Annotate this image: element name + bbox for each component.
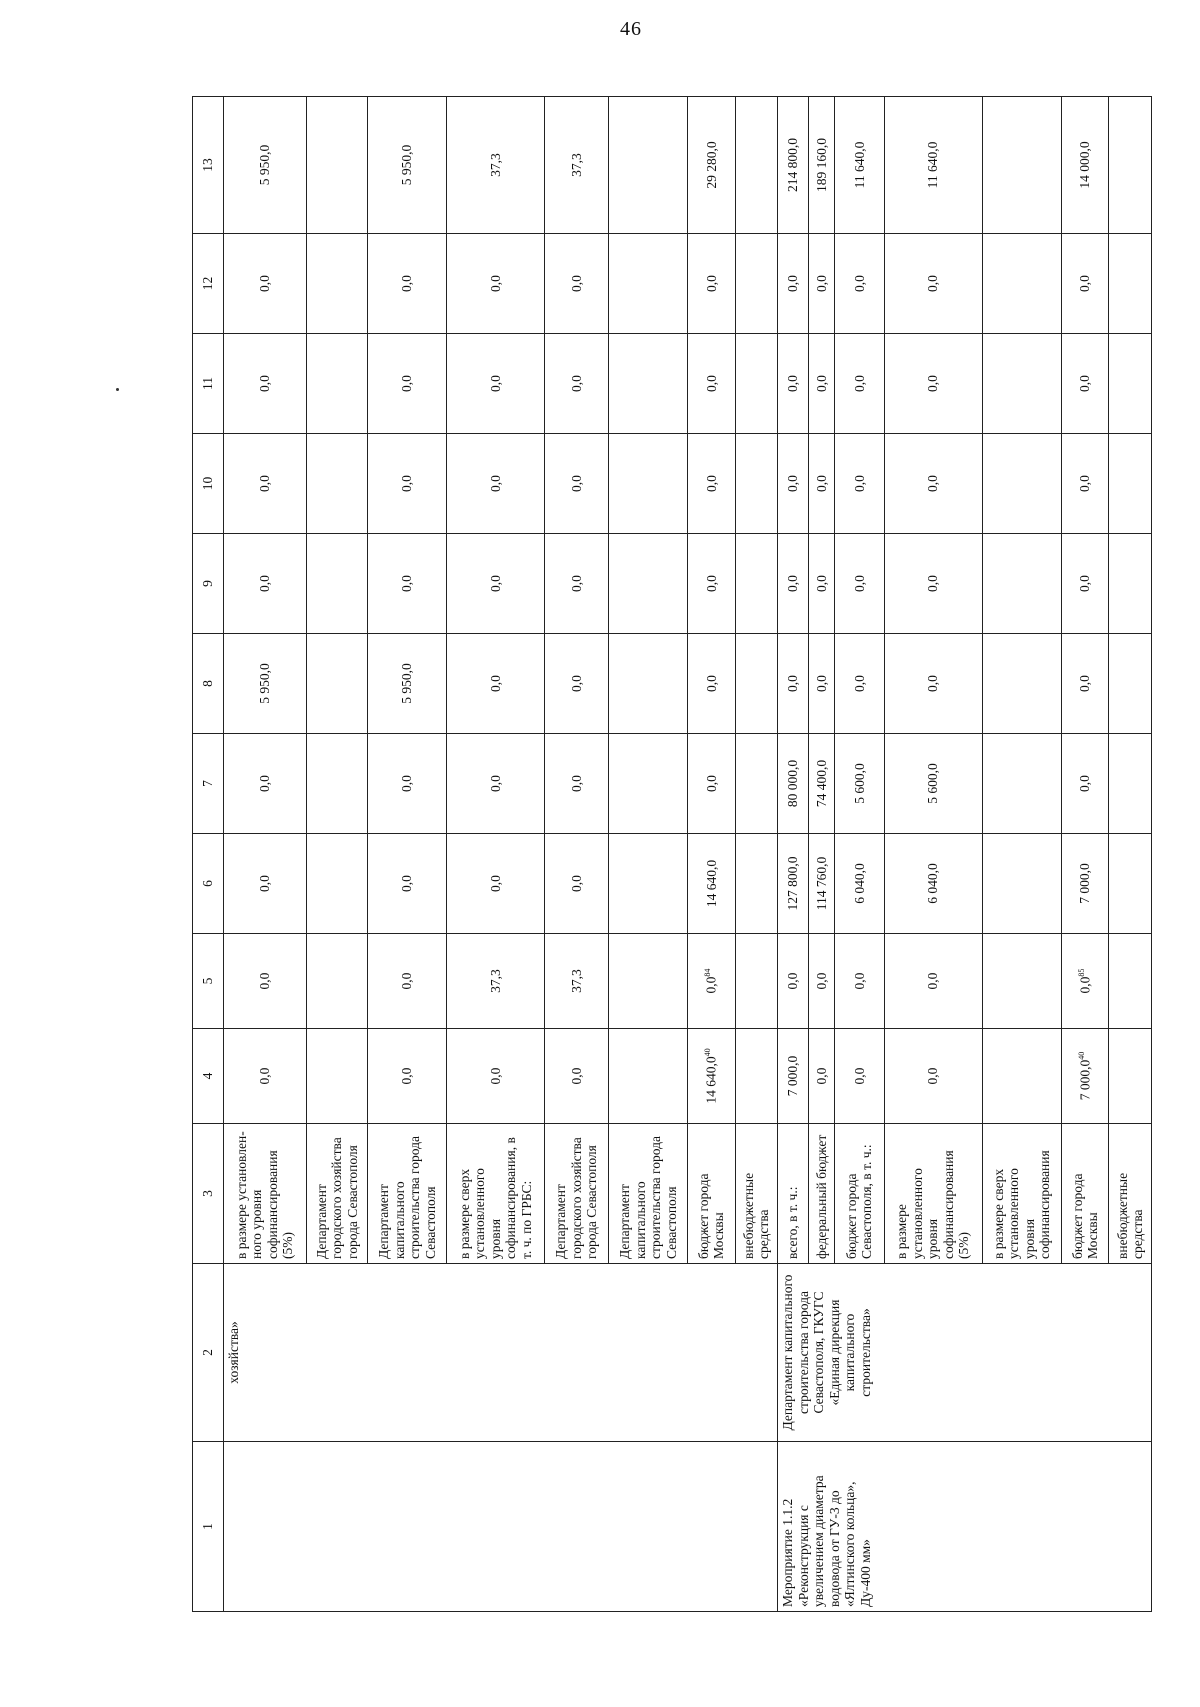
amount-value: 5 600,0 (925, 763, 941, 804)
amount-cell-col6 (545, 834, 609, 934)
amount-value: 29 280,0 (703, 141, 719, 189)
amount-cell-col13 (809, 97, 835, 234)
amount-cell-col4 (735, 1029, 778, 1124)
funding-source-cell: внебюджетные средства (1109, 1124, 1152, 1264)
amount-cell-col12 (224, 234, 307, 334)
amount-value: 0,0 (568, 675, 584, 692)
amount-cell-col9 (224, 534, 307, 634)
amount-cell-col12 (809, 234, 835, 334)
amount-cell-col5 (884, 934, 982, 1029)
header-row (193, 97, 224, 1612)
amount-value: 0,0 (399, 875, 415, 892)
amount-cell-col8 (447, 634, 545, 734)
amount-cell-col7 (688, 734, 735, 834)
amount-value: 0,0 (813, 675, 829, 692)
amount-value: 0,0 (703, 375, 719, 392)
amount-value: 0,0 (487, 275, 503, 292)
amount-cell-col4 (1109, 1029, 1152, 1124)
amount-cell-col7 (1061, 734, 1108, 834)
amount-value: 5 950,0 (399, 144, 415, 186)
amount-cell-col12 (835, 234, 885, 334)
amount-value: 11 640,0 (925, 141, 941, 189)
column-number-1: 1 (193, 1442, 224, 1612)
amount-cell-col6 (608, 834, 687, 934)
amount-value: 0,0 (813, 375, 829, 392)
amount-value: 5 950,0 (399, 663, 415, 704)
amount-cell-col6 (809, 834, 835, 934)
footnote-marker: 84 (703, 968, 713, 977)
amount-cell-col8 (688, 634, 735, 734)
funding-source-cell: Департамент капитального строительства города Севастополя (367, 1124, 446, 1264)
amount-cell-col6 (778, 834, 809, 934)
amount-cell-col8 (224, 634, 307, 734)
amount-cell-col4 (688, 1029, 735, 1124)
amount-value: 0,0 (851, 275, 867, 292)
amount-value: 0,0 (257, 575, 273, 592)
amount-value: 0,0 (785, 475, 801, 492)
amount-value: 0,0 (851, 972, 867, 990)
amount-cell-col4 (809, 1029, 835, 1124)
amount-cell-col11 (608, 334, 687, 434)
amount-value: 7 000,0 (785, 1055, 801, 1097)
amount-cell-col6 (688, 834, 735, 934)
amount-value: 0,0 (568, 475, 584, 492)
amount-value: 0,0 (1077, 775, 1093, 792)
amount-value: 37,3 (487, 153, 503, 177)
funding-source-cell: в размере установлен-ного уровня софинансирования (5%) (224, 1124, 307, 1264)
amount-value: 0,0 (813, 275, 829, 292)
amount-cell-col11 (447, 334, 545, 434)
amount-cell-col4 (224, 1029, 307, 1124)
amount-cell-col13 (367, 97, 446, 234)
amount-cell-col7 (982, 734, 1061, 834)
amount-cell-col7 (367, 734, 446, 834)
amount-cell-col13 (735, 97, 778, 234)
amount-cell-col9 (835, 534, 885, 634)
amount-cell-col8 (884, 634, 982, 734)
column-number-3: 3 (193, 1124, 224, 1264)
amount-cell-col7 (735, 734, 778, 834)
amount-cell-col8 (1109, 634, 1152, 734)
amount-cell-col10 (835, 434, 885, 534)
amount-value: 11 640,0 (851, 141, 867, 189)
footnote-marker: 40 (1077, 1051, 1087, 1060)
amount-value: 0,0 (487, 775, 503, 792)
amount-value: 0,0 (785, 275, 801, 292)
funding-source-cell: Департамент городского хозяйства города Севастополя (306, 1124, 367, 1264)
page-number: 46 (620, 18, 642, 40)
amount-cell-col11 (306, 334, 367, 434)
amount-cell-col4 (608, 1029, 687, 1124)
scan-artifact-dot (116, 388, 119, 391)
amount-cell-col10 (982, 434, 1061, 534)
amount-cell-col6 (367, 834, 446, 934)
amount-cell-col10 (306, 434, 367, 534)
funding-source-cell: в размере установленного уровня софинансирования (5%) (884, 1124, 982, 1264)
amount-value: 0,0 (487, 475, 503, 492)
funding-source-cell: всего, в т. ч.: (778, 1124, 809, 1264)
amount-value: 0,0 (703, 976, 719, 994)
amount-value: 0,0 (1077, 976, 1093, 994)
amount-cell-col4 (545, 1029, 609, 1124)
amount-value: 80 000,0 (785, 759, 801, 808)
amount-value: 0,0 (851, 575, 867, 592)
amount-cell-col13 (447, 97, 545, 234)
funding-table (192, 96, 1152, 1612)
amount-cell-col10 (1061, 434, 1108, 534)
amount-cell-col9 (608, 534, 687, 634)
amount-cell-col4 (1061, 1029, 1108, 1124)
amount-value: 0,0 (257, 972, 273, 990)
activity-name-cell-continued (224, 1442, 778, 1612)
amount-cell-col10 (884, 434, 982, 534)
amount-value: 0,0 (785, 575, 801, 592)
table-body (224, 97, 1152, 1612)
column-number-11: 11 (193, 334, 224, 434)
rotated-table-wrapper (192, 97, 1152, 1612)
amount-value: 37,3 (568, 969, 584, 993)
amount-cell-col13 (982, 97, 1061, 234)
column-number-8: 8 (193, 634, 224, 734)
amount-value: 0,0 (925, 575, 941, 592)
amount-value: 0,0 (1077, 675, 1093, 692)
amount-cell-col9 (447, 534, 545, 634)
amount-cell-col7 (608, 734, 687, 834)
amount-cell-col6 (982, 834, 1061, 934)
column-number-5: 5 (193, 934, 224, 1029)
amount-cell-col13 (608, 97, 687, 234)
funding-source-cell: в размере сверх установленного уровня софинансирования, в т. ч. по ГРБС: (447, 1124, 545, 1264)
amount-cell-col12 (545, 234, 609, 334)
amount-cell-col5 (367, 934, 446, 1029)
funding-source-cell: в размере сверх установленного уровня софинансирования (982, 1124, 1061, 1264)
amount-cell-col4 (884, 1029, 982, 1124)
column-number-2: 2 (193, 1264, 224, 1442)
amount-value: 0,0 (568, 775, 584, 792)
amount-cell-col10 (224, 434, 307, 534)
funding-source-cell: Департамент городского хозяйства города Севастополя (545, 1124, 609, 1264)
amount-cell-col5 (835, 934, 885, 1029)
amount-value: 0,0 (851, 375, 867, 392)
amount-value: 0,0 (399, 475, 415, 492)
amount-value: 0,0 (703, 475, 719, 492)
amount-value: 0,0 (487, 675, 503, 692)
amount-cell-col5 (545, 934, 609, 1029)
amount-cell-col9 (306, 534, 367, 634)
amount-cell-col13 (835, 97, 885, 234)
amount-cell-col11 (367, 334, 446, 434)
amount-cell-col4 (835, 1029, 885, 1124)
amount-value: 0,0 (487, 1067, 503, 1085)
amount-value: 5 950,0 (257, 663, 273, 704)
amount-cell-col8 (735, 634, 778, 734)
amount-cell-col11 (545, 334, 609, 434)
amount-value: 37,3 (568, 153, 584, 177)
amount-value: 0,0 (703, 575, 719, 592)
amount-cell-col7 (1109, 734, 1152, 834)
funding-source-cell: бюджет города Москвы (688, 1124, 735, 1264)
amount-value: 0,0 (703, 675, 719, 692)
amount-value: 0,0 (813, 972, 829, 990)
amount-value: 7 000,0 (1077, 863, 1093, 904)
amount-cell-col9 (778, 534, 809, 634)
amount-cell-col11 (224, 334, 307, 434)
amount-value: 0,0 (399, 275, 415, 292)
amount-cell-col6 (1109, 834, 1152, 934)
amount-cell-col10 (447, 434, 545, 534)
amount-value: 14 640,0 (703, 1056, 719, 1104)
amount-value: 0,0 (568, 1067, 584, 1085)
amount-value: 0,0 (925, 475, 941, 492)
amount-cell-col10 (608, 434, 687, 534)
amount-cell-col8 (608, 634, 687, 734)
amount-value: 214 800,0 (785, 138, 801, 192)
amount-cell-col5 (688, 934, 735, 1029)
amount-cell-col4 (306, 1029, 367, 1124)
amount-cell-col13 (224, 97, 307, 234)
amount-value: 7 000,0 (1077, 1059, 1093, 1101)
amount-cell-col13 (545, 97, 609, 234)
amount-cell-col4 (778, 1029, 809, 1124)
amount-cell-col13 (306, 97, 367, 234)
amount-cell-col12 (1109, 234, 1152, 334)
funding-source-cell: бюджет города Севастополя, в т. ч.: (835, 1124, 885, 1264)
amount-value: 5 600,0 (851, 763, 867, 804)
amount-cell-col5 (778, 934, 809, 1029)
footnote-marker: 40 (703, 1048, 713, 1057)
amount-value: 0,0 (399, 375, 415, 392)
funding-source-cell: внебюджетные средства (735, 1124, 778, 1264)
amount-value: 0,0 (487, 875, 503, 892)
amount-value: 0,0 (257, 875, 273, 892)
amount-cell-col5 (224, 934, 307, 1029)
amount-cell-col12 (306, 234, 367, 334)
amount-cell-col8 (982, 634, 1061, 734)
amount-value: 0,0 (785, 972, 801, 990)
amount-cell-col11 (688, 334, 735, 434)
activity-name-cell: Мероприятие 1.1.2 «Реконструкция с увеличением диаметра водовода от ГУ-3 до «Ялтинского кольца», Ду-400 мм» (778, 1442, 1152, 1612)
amount-value: 0,0 (1077, 275, 1093, 292)
amount-value: 0,0 (257, 1067, 273, 1085)
column-number-12: 12 (193, 234, 224, 334)
amount-cell-col7 (884, 734, 982, 834)
amount-cell-col12 (447, 234, 545, 334)
amount-cell-col12 (735, 234, 778, 334)
amount-cell-col9 (1061, 534, 1108, 634)
amount-value: 127 800,0 (785, 856, 801, 911)
amount-cell-col11 (809, 334, 835, 434)
amount-cell-col6 (447, 834, 545, 934)
amount-value: 0,0 (399, 972, 415, 990)
amount-value: 0,0 (568, 275, 584, 292)
amount-value: 6 040,0 (925, 863, 941, 904)
amount-cell-col13 (1061, 97, 1108, 234)
amount-value: 37,3 (487, 969, 503, 993)
amount-value: 0,0 (1077, 375, 1093, 392)
amount-value: 0,0 (925, 375, 941, 392)
amount-value: 0,0 (399, 1067, 415, 1085)
amount-cell-col10 (809, 434, 835, 534)
amount-cell-col9 (367, 534, 446, 634)
amount-cell-col9 (809, 534, 835, 634)
amount-value: 0,0 (257, 375, 273, 392)
amount-cell-col12 (778, 234, 809, 334)
responsible-executor-cell: хозяйства» (224, 1264, 778, 1442)
amount-cell-col10 (367, 434, 446, 534)
amount-cell-col11 (735, 334, 778, 434)
amount-value: 189 160,0 (813, 138, 829, 192)
amount-cell-col13 (884, 97, 982, 234)
amount-cell-col11 (884, 334, 982, 434)
amount-value: 0,0 (257, 775, 273, 792)
amount-value: 0,0 (568, 575, 584, 592)
amount-value: 0,0 (851, 475, 867, 492)
amount-cell-col8 (367, 634, 446, 734)
amount-cell-col11 (778, 334, 809, 434)
amount-cell-col9 (545, 534, 609, 634)
amount-value: 0,0 (1077, 475, 1093, 492)
amount-cell-col9 (688, 534, 735, 634)
amount-value: 0,0 (925, 972, 941, 990)
amount-cell-col5 (735, 934, 778, 1029)
amount-value: 0,0 (257, 475, 273, 492)
amount-cell-col9 (735, 534, 778, 634)
amount-cell-col10 (545, 434, 609, 534)
amount-value: 6 040,0 (851, 863, 867, 904)
amount-cell-col5 (982, 934, 1061, 1029)
amount-cell-col10 (778, 434, 809, 534)
amount-cell-col8 (778, 634, 809, 734)
amount-value: 0,0 (487, 575, 503, 592)
amount-cell-col4 (982, 1029, 1061, 1124)
amount-cell-col10 (735, 434, 778, 534)
amount-cell-col10 (1109, 434, 1152, 534)
amount-value: 0,0 (925, 275, 941, 292)
amount-cell-col8 (1061, 634, 1108, 734)
amount-cell-col7 (306, 734, 367, 834)
amount-cell-col13 (1109, 97, 1152, 234)
amount-cell-col6 (1061, 834, 1108, 934)
amount-cell-col12 (608, 234, 687, 334)
amount-cell-col8 (835, 634, 885, 734)
column-number-9: 9 (193, 534, 224, 634)
amount-cell-col12 (367, 234, 446, 334)
amount-value: 0,0 (568, 375, 584, 392)
amount-cell-col7 (447, 734, 545, 834)
amount-cell-col7 (835, 734, 885, 834)
amount-cell-col13 (688, 97, 735, 234)
amount-cell-col9 (982, 534, 1061, 634)
amount-cell-col11 (835, 334, 885, 434)
amount-cell-col4 (367, 1029, 446, 1124)
amount-value: 0,0 (703, 775, 719, 792)
amount-cell-col6 (735, 834, 778, 934)
column-number-6: 6 (193, 834, 224, 934)
amount-value: 0,0 (785, 375, 801, 392)
amount-cell-col11 (982, 334, 1061, 434)
amount-value: 0,0 (925, 1067, 941, 1085)
column-number-13: 13 (193, 97, 224, 234)
amount-value: 0,0 (399, 575, 415, 592)
amount-cell-col5 (447, 934, 545, 1029)
amount-value: 0,0 (1077, 575, 1093, 592)
column-number-7: 7 (193, 734, 224, 834)
amount-cell-col12 (1061, 234, 1108, 334)
footnote-marker: 85 (1077, 968, 1087, 977)
amount-value: 0,0 (399, 775, 415, 792)
amount-cell-col4 (447, 1029, 545, 1124)
amount-cell-col5 (1109, 934, 1152, 1029)
column-number-4: 4 (193, 1029, 224, 1124)
amount-value: 0,0 (568, 875, 584, 892)
amount-cell-col11 (1061, 334, 1108, 434)
amount-cell-col12 (982, 234, 1061, 334)
amount-value: 0,0 (925, 675, 941, 692)
amount-value: 0,0 (703, 275, 719, 292)
amount-cell-col6 (306, 834, 367, 934)
amount-cell-col8 (809, 634, 835, 734)
amount-cell-col6 (884, 834, 982, 934)
amount-cell-col7 (545, 734, 609, 834)
table-row (224, 97, 307, 1612)
amount-value: 0,0 (813, 475, 829, 492)
amount-cell-col7 (778, 734, 809, 834)
amount-value: 14 000,0 (1077, 141, 1093, 189)
column-number-10: 10 (193, 434, 224, 534)
funding-source-cell: федеральный бюджет (809, 1124, 835, 1264)
amount-cell-col5 (608, 934, 687, 1029)
amount-value: 0,0 (487, 375, 503, 392)
amount-value: 5 950,0 (257, 144, 273, 186)
amount-value: 0,0 (813, 575, 829, 592)
funding-source-cell: бюджет города Москвы (1061, 1124, 1108, 1264)
amount-cell-col10 (688, 434, 735, 534)
amount-cell-col5 (306, 934, 367, 1029)
amount-value: 114 760,0 (813, 856, 829, 911)
amount-value: 74 400,0 (813, 759, 829, 808)
amount-cell-col8 (545, 634, 609, 734)
amount-cell-col7 (809, 734, 835, 834)
amount-cell-col13 (778, 97, 809, 234)
amount-value: 14 640,0 (703, 859, 719, 908)
amount-cell-col5 (809, 934, 835, 1029)
amount-cell-col9 (1109, 534, 1152, 634)
responsible-executor-cell: Департамент капитального строительства города Севастополя, ГКУГС «Единая дирекция капитального строительства» (778, 1264, 1152, 1442)
amount-cell-col6 (224, 834, 307, 934)
amount-value: 0,0 (851, 675, 867, 692)
amount-cell-col11 (1109, 334, 1152, 434)
amount-cell-col8 (306, 634, 367, 734)
amount-cell-col12 (688, 234, 735, 334)
amount-value: 0,0 (257, 275, 273, 292)
funding-source-cell: Департамент капитального строительства города Севастополя (608, 1124, 687, 1264)
amount-cell-col5 (1061, 934, 1108, 1029)
amount-value: 0,0 (785, 675, 801, 692)
amount-cell-col7 (224, 734, 307, 834)
amount-cell-col6 (835, 834, 885, 934)
amount-cell-col12 (884, 234, 982, 334)
table-row (778, 97, 809, 1612)
amount-value: 0,0 (851, 1067, 867, 1085)
amount-cell-col9 (884, 534, 982, 634)
amount-value: 0,0 (813, 1067, 829, 1085)
